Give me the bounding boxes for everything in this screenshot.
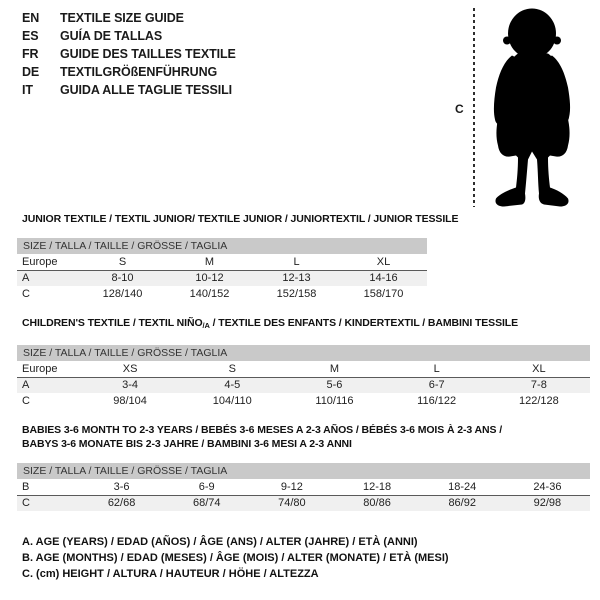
size-header-bar: SIZE / TALLA / TAILLE / GRÖSSE / TAGLIA	[17, 345, 590, 361]
table-cell: 9-12	[249, 479, 334, 495]
footnote-a: A. AGE (YEARS) / EDAD (AÑOS) / ÂGE (ANS) / ALTER (JAHRE) / ETÀ (ANNI)	[22, 536, 418, 548]
footnote-c: C. (cm) HEIGHT / ALTURA / HAUTEUR / HÖHE / ALTEZZA	[22, 568, 319, 580]
babies-title-line2: BABYS 3-6 MONATE BIS 2-3 JAHRE / BAMBINI 3-6 MESI A 2-3 ANNI	[22, 438, 352, 450]
size-header-bar: SIZE / TALLA / TAILLE / GRÖSSE / TAGLIA	[17, 238, 427, 254]
table-cell: 98/104	[113, 395, 147, 407]
lang-row-fr	[22, 45, 236, 63]
table-cell: 5-6	[283, 377, 385, 393]
lang-row-en	[22, 9, 236, 27]
lang-code: EN	[22, 11, 40, 25]
size-header-bar: SIZE / TALLA / TAILLE / GRÖSSE / TAGLIA	[17, 463, 590, 479]
table-cell: 6-9	[164, 479, 249, 495]
table-cell: 10-12	[166, 270, 253, 286]
table-cell: 8-10	[79, 270, 166, 286]
babies-section	[17, 423, 590, 511]
table-row	[17, 254, 427, 270]
junior-section-title: JUNIOR TEXTILE / TEXTIL JUNIOR/ TEXTILE JUNIOR / JUNIORTEXTIL / JUNIOR TESSILE	[22, 213, 459, 225]
lang-label: GUIDA ALLE TAGLIE TESSILI	[60, 83, 233, 97]
junior-section	[17, 212, 590, 302]
children-title-subscript: /A	[202, 321, 210, 330]
table-cell: M	[166, 254, 253, 270]
babies-size-table	[17, 479, 590, 511]
junior-size-table	[17, 254, 427, 302]
row-label: C	[22, 395, 30, 407]
lang-label: GUÍA DE TALLAS	[60, 29, 163, 43]
row-label: A	[17, 270, 79, 286]
lang-label: TEXTILGRÖßENFÜHRUNG	[60, 65, 218, 79]
table-cell: L	[386, 361, 488, 377]
row-label: Europe	[17, 254, 79, 270]
row-label: C	[22, 288, 30, 300]
table-cell: 152/158	[276, 288, 317, 300]
table-cell: 104/110	[212, 395, 252, 407]
table-cell: 116/122	[417, 395, 457, 407]
children-size-table	[17, 361, 590, 409]
table-cell: 12-18	[334, 479, 419, 495]
table-cell: XL	[340, 254, 427, 270]
table-cell: 14-16	[340, 270, 427, 286]
table-cell: 68/74	[164, 495, 249, 511]
table-cell: 18-24	[420, 479, 505, 495]
language-block	[22, 9, 236, 99]
table-cell: 140/152	[189, 288, 230, 300]
table-cell: 128/140	[102, 288, 143, 300]
table-row	[17, 286, 427, 302]
lang-code: FR	[22, 47, 39, 61]
children-title-prefix: CHILDREN'S TEXTILE / TEXTIL NIÑO	[22, 317, 203, 329]
height-measure-dashed-line	[473, 8, 475, 207]
height-measure-label: C	[455, 102, 464, 116]
table-cell: S	[181, 361, 283, 377]
content	[17, 212, 590, 582]
table-cell: 92/98	[505, 495, 590, 511]
table-row	[17, 377, 590, 393]
table-cell: 62/68	[79, 495, 164, 511]
table-cell: 12-13	[253, 270, 340, 286]
lang-code: ES	[22, 29, 39, 43]
table-row	[17, 270, 427, 286]
lang-row-de	[22, 63, 236, 81]
table-cell: 158/170	[363, 288, 404, 300]
row-label: Europe	[17, 361, 79, 377]
lang-code: IT	[22, 83, 33, 97]
table-cell: M	[283, 361, 385, 377]
table-cell: XL	[488, 361, 590, 377]
row-label: A	[17, 377, 79, 393]
table-cell: 110/116	[315, 395, 354, 407]
children-section	[17, 316, 590, 409]
table-cell: 6-7	[386, 377, 488, 393]
table-cell: S	[79, 254, 166, 270]
children-title-suffix: / TEXTILE DES ENFANTS / KINDERTEXTIL / BAMBINI TESSILE	[209, 317, 519, 329]
table-cell: XS	[79, 361, 181, 377]
table-cell: 86/92	[420, 495, 505, 511]
table-row	[17, 495, 590, 511]
table-cell: 74/80	[249, 495, 334, 511]
footnotes	[22, 534, 590, 582]
table-cell: 4-5	[181, 377, 283, 393]
babies-section-title	[22, 423, 590, 451]
table-cell: 3-6	[79, 479, 164, 495]
lang-label: GUIDE DES TAILLES TEXTILE	[60, 47, 236, 61]
row-label: C	[17, 495, 79, 511]
table-cell: 24-36	[505, 479, 590, 495]
lang-label: TEXTILE SIZE GUIDE	[60, 11, 184, 25]
table-row	[17, 361, 590, 377]
table-cell: 80/86	[334, 495, 419, 511]
baby-silhouette	[482, 7, 582, 208]
table-row	[17, 393, 590, 409]
lang-row-es	[22, 27, 236, 45]
babies-title-line1: BABIES 3-6 MONTH TO 2-3 YEARS / BEBÉS 3-6 MESES A 2-3 AÑOS / BÉBÉS 3-6 MOIS À 2-3 ANS /	[22, 424, 503, 436]
table-cell: L	[253, 254, 340, 270]
table-cell: 122/128	[518, 395, 559, 407]
row-label: B	[17, 479, 79, 495]
table-cell: 3-4	[79, 377, 181, 393]
lang-row-it	[22, 81, 236, 99]
table-cell: 7-8	[488, 377, 590, 393]
table-row	[17, 479, 590, 495]
footnote-b: B. AGE (MONTHS) / EDAD (MESES) / ÂGE (MOIS) / ALTER (MONATE) / ETÀ (MESI)	[22, 552, 449, 564]
children-section-title	[22, 316, 590, 333]
lang-code: DE	[22, 65, 40, 79]
